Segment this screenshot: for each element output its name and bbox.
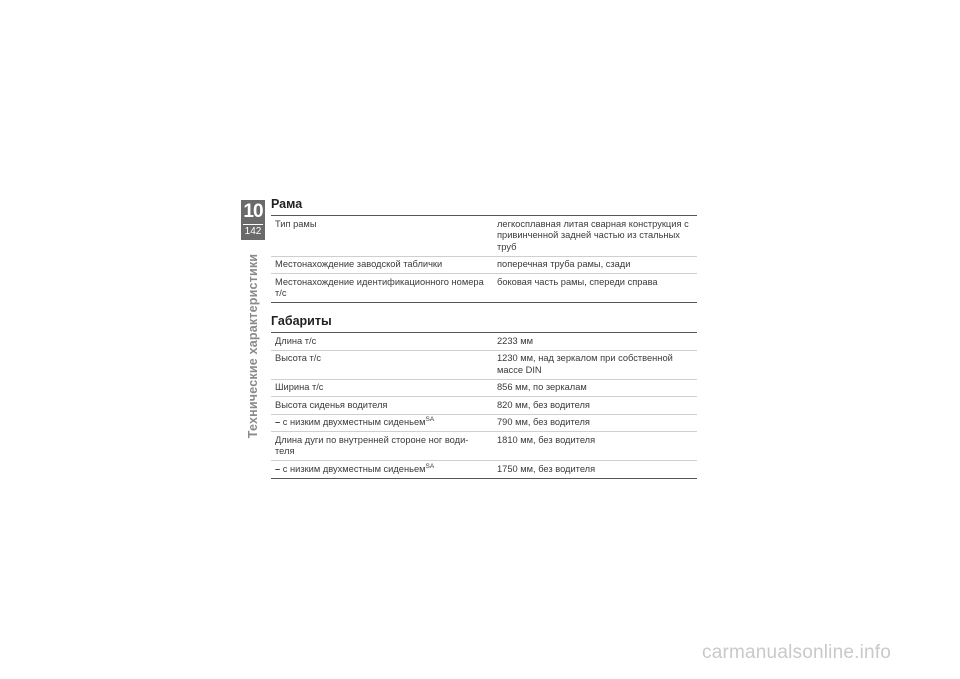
table-row	[271, 350, 697, 379]
spec-value: 790 мм, без водителя	[491, 414, 697, 432]
spec-value: 1230 мм, над зеркалом при собственной массе DIN	[491, 350, 697, 379]
spec-value: 856 мм, по зеркалам	[491, 379, 697, 397]
spec-value: 1750 мм, без водителя	[491, 461, 697, 479]
watermark: carmanualsonline.info	[702, 642, 892, 663]
dash-marker: –	[275, 463, 281, 474]
table-row	[271, 432, 697, 461]
spec-label: Ширина т/с	[271, 379, 491, 397]
spec-label-text: с низким двухместным сиденьем	[282, 463, 426, 474]
spec-value: поперечная труба рамы, сзади	[491, 256, 697, 274]
spec-label: Длина дуги по внутренней стороне ног води-теля	[271, 432, 491, 461]
table-row	[271, 216, 697, 257]
spec-label-sub	[271, 461, 491, 479]
spec-value: 820 мм, без водителя	[491, 397, 697, 415]
frame-spec-table	[271, 215, 697, 303]
spec-label-sub	[271, 414, 491, 432]
chapter-side-title: Технические характеристики	[246, 253, 260, 439]
section-title-dimensions: Габариты	[271, 314, 332, 328]
spec-value: 2233 мм	[491, 333, 697, 351]
table-row	[271, 414, 697, 432]
chapter-tab	[241, 200, 265, 240]
spec-value: боковая часть рамы, спереди справа	[491, 274, 697, 303]
dimensions-spec-table	[271, 332, 697, 479]
section-title-frame: Рама	[271, 197, 303, 211]
spec-label: Высота сиденья водителя	[271, 397, 491, 415]
spec-label: Местонахождение заводской таблички	[271, 256, 491, 274]
spec-label-text: с низким двухместным сиденьем	[282, 417, 426, 427]
table-row	[271, 461, 697, 479]
spec-value: легкосплавная литая сварная конструкция с привинченной задней частью из стальных труб	[491, 216, 697, 257]
chapter-divider	[243, 224, 263, 225]
spec-label: Тип рамы	[271, 216, 491, 257]
table-row	[271, 379, 697, 397]
page-content	[271, 196, 697, 479]
dash-marker: –	[275, 417, 281, 427]
spec-value: 1810 мм, без водителя	[491, 432, 697, 461]
spec-label: Длина т/с	[271, 333, 491, 351]
special-equipment-marker: SA	[425, 415, 435, 423]
spec-label: Местонахождение идентификационного номера т/с	[271, 274, 491, 303]
chapter-number: 10	[243, 201, 263, 222]
page-number: 142	[244, 226, 262, 237]
special-equipment-marker: SA	[425, 462, 435, 470]
table-row	[271, 256, 697, 274]
table-row	[271, 333, 697, 351]
table-row	[271, 397, 697, 415]
table-row	[271, 274, 697, 303]
spec-label: Высота т/с	[271, 350, 491, 379]
